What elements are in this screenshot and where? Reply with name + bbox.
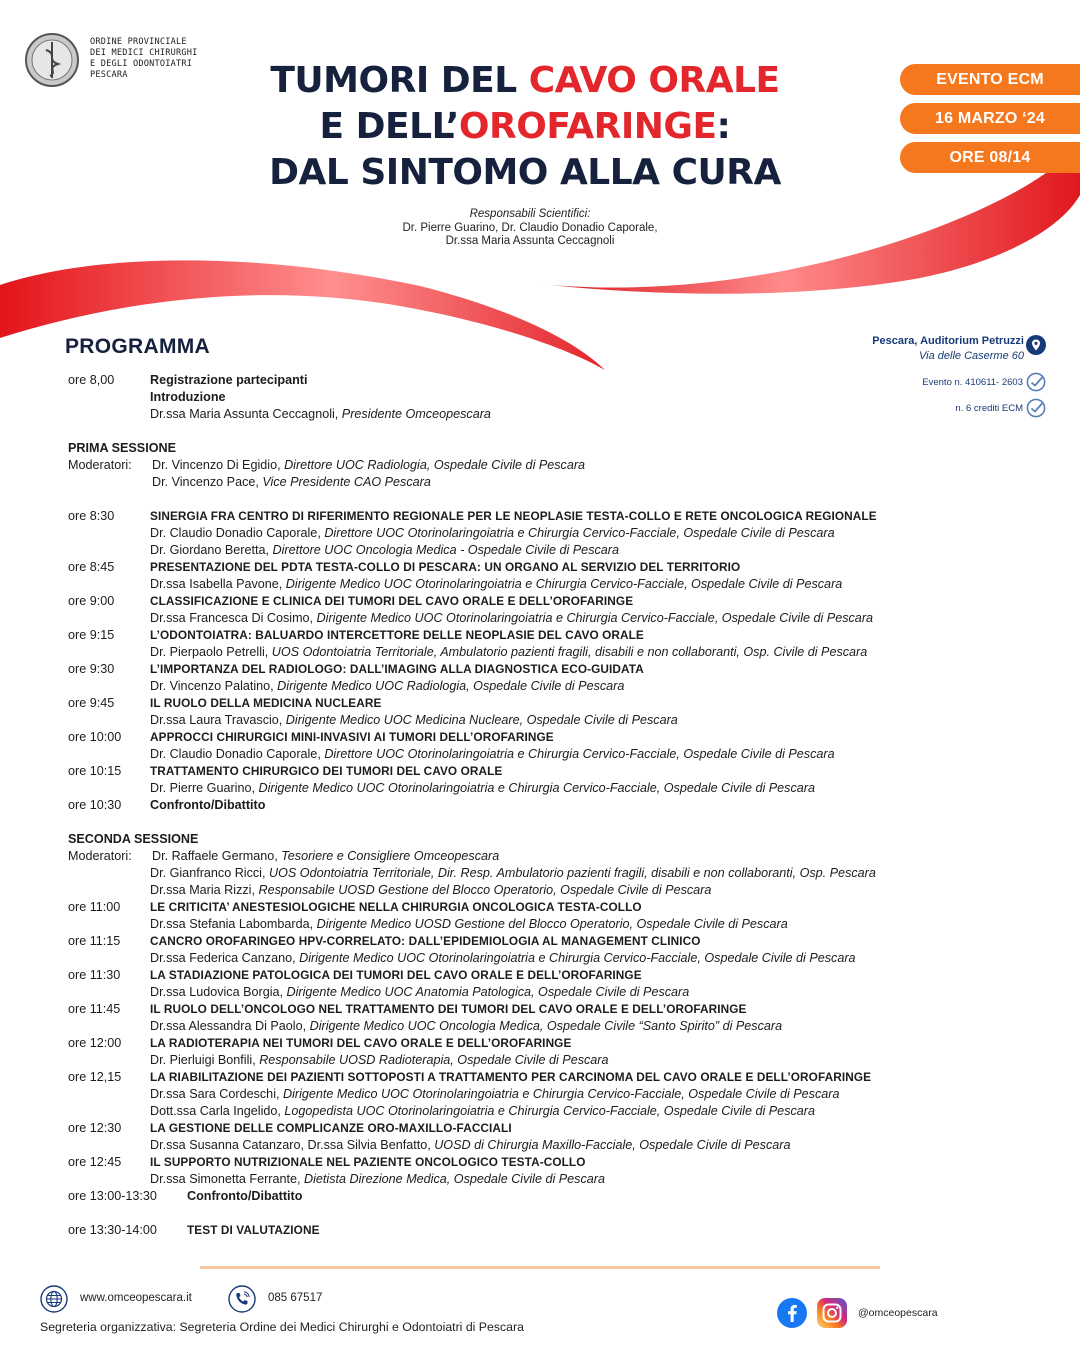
session-time: ore 9:45 bbox=[68, 696, 115, 710]
talk-title: LA STADIAZIONE PATOLOGICA DEI TUMORI DEL CAVO ORALE E DELL’OROFARINGE bbox=[150, 968, 642, 982]
session-heading: PRIMA SESSIONE bbox=[68, 441, 176, 455]
social-handle[interactable]: @omceopescara bbox=[858, 1307, 938, 1319]
session-time: ore 9:15 bbox=[68, 628, 115, 642]
speaker-line bbox=[150, 406, 491, 423]
venue-name: Pescara, Auditorium Petruzzi bbox=[872, 335, 1024, 347]
speaker-line bbox=[150, 865, 876, 882]
session-time: ore 10:00 bbox=[68, 730, 122, 744]
speaker-line bbox=[150, 678, 624, 695]
speaker-role: Direttore UOC Otorinolaringoiatria e Chirurgia Cervico-Facciale, Ospedale Civile di Pescara bbox=[320, 526, 835, 540]
speaker-name: Dr.ssa Ludovica Borgia, bbox=[150, 985, 284, 999]
check-circle-icon bbox=[1026, 398, 1046, 418]
speaker-line bbox=[150, 984, 689, 1001]
talk-title: L’ODONTOIATRA: BALUARDO INTERCETTORE DELLE NEOPLASIE DEL CAVO ORALE bbox=[150, 628, 644, 642]
session-time: ore 10:15 bbox=[68, 764, 122, 778]
speaker-line bbox=[150, 950, 856, 967]
speaker-line bbox=[150, 576, 842, 593]
speaker-role: Dirigente Medico UOC Radiologia, Ospedale Civile di Pescara bbox=[273, 679, 625, 693]
speaker-line bbox=[150, 1137, 790, 1154]
talk-title: LA GESTIONE DELLE COMPLICANZE ORO-MAXILLO-FACCIALI bbox=[150, 1121, 512, 1135]
speaker-name: Dott.ssa Carla Ingelido, bbox=[150, 1104, 281, 1118]
talk-title: APPROCCI CHIRURGICI MINI-INVASIVI AI TUMORI DELL’OROFARINGE bbox=[150, 730, 554, 744]
title-highlight: CAVO ORALE bbox=[528, 60, 780, 101]
org-line: PESCARA bbox=[90, 70, 128, 80]
speaker-name: Dr.ssa Alessandra Di Paolo, bbox=[150, 1019, 307, 1033]
session-time: ore 10:30 bbox=[68, 798, 122, 812]
speaker-name: Dr.ssa Laura Travascio, bbox=[150, 713, 283, 727]
speaker-role: Dirigente Medico UOC Medicina Nucleare, Ospedale Civile di Pescara bbox=[282, 713, 678, 727]
speaker-role: Dirigente Medico UOC Otorinolaringoiatria e Chirurgia Cervico-Facciale, Ospedale Civile di Pescara bbox=[295, 951, 856, 965]
order-name bbox=[90, 37, 197, 81]
program-item: Confronto/Dibattito bbox=[187, 1189, 303, 1203]
speaker-line bbox=[152, 457, 585, 474]
speaker-name: Dr.ssa Susanna Catanzaro, Dr.ssa Silvia Benfatto, bbox=[150, 1138, 431, 1152]
talk-title: LA RADIOTERAPIA NEI TUMORI DEL CAVO ORALE E DELL’OROFARINGE bbox=[150, 1036, 572, 1050]
venue-address: Via delle Caserme 60 bbox=[919, 350, 1024, 362]
check-circle-icon bbox=[1026, 372, 1046, 392]
speaker-role: Dirigente Medico UOSD Gestione del Blocco Operatorio, Ospedale Civile di Pescara bbox=[313, 917, 788, 931]
session-time: ore 11:45 bbox=[68, 1002, 121, 1016]
speaker-role: Logopedista UOC Otorinolaringoiatria e Chirurgia Cervico-Facciale, Ospedale Civile di Pescara bbox=[280, 1104, 815, 1118]
org-line: E DEGLI ODONTOIATRI bbox=[90, 59, 193, 69]
talk-title: IL RUOLO DELLA MEDICINA NUCLEARE bbox=[150, 696, 382, 710]
speaker-line bbox=[150, 1103, 815, 1120]
order-logo-seal bbox=[24, 32, 80, 88]
speaker-name: Dr.ssa Sara Cordeschi, bbox=[150, 1087, 280, 1101]
speaker-name: Dr.ssa Stefania Labombarda, bbox=[150, 917, 314, 931]
badge-event-ecm: EVENTO ECM bbox=[900, 64, 1080, 95]
title-part: TUMORI DEL bbox=[270, 60, 529, 101]
speaker-role: UOS Odontoiatria Territoriale, Dir. Resp. Ambulatorio pazienti fragili, disabili e non collaboranti, Osp. Pescara bbox=[265, 866, 876, 880]
speaker-name: Dr. Vincenzo Di Egidio, bbox=[152, 458, 281, 472]
speaker-role: Vice Presidente CAO Pescara bbox=[258, 475, 431, 489]
speaker-role: Dirigente Medico UOC Otorinolaringoiatria e Chirurgia Cervico-Facciale, Ospedale Civile di Pescara bbox=[279, 1087, 840, 1101]
scientific-managers bbox=[330, 208, 730, 249]
session-time: ore 8,00 bbox=[68, 373, 115, 387]
title-part: DAL SINTOMO ALLA CURA bbox=[269, 152, 781, 193]
organizing-secretariat: Segreteria organizzativa: Segreteria Ordine dei Medici Chirurghi e Odontoiatri di Pescara bbox=[40, 1320, 524, 1334]
speaker-role: UOS Odontoiatria Territoriale, Ambulatorio pazienti fragili, disabili e non collaboranti, Osp. Civile di Pescara bbox=[268, 645, 868, 659]
speaker-name: Dr. Pierpaolo Petrelli, bbox=[150, 645, 269, 659]
speaker-role: Tesoriere e Consigliere Omceopescara bbox=[277, 849, 500, 863]
session-time: ore 12:00 bbox=[68, 1036, 122, 1050]
speaker-role: Dietista Direzione Medica, Ospedale Civile di Pescara bbox=[300, 1172, 605, 1186]
badge-hours: ORE 08/14 bbox=[900, 142, 1080, 173]
session-time: ore 12:45 bbox=[68, 1155, 122, 1169]
speaker-name: Dr. Pierre Guarino, bbox=[150, 781, 255, 795]
session-time: ore 8:45 bbox=[68, 560, 115, 574]
speaker-line bbox=[150, 644, 867, 661]
speaker-name: Dr. Vincenzo Palatino, bbox=[150, 679, 274, 693]
session-time: ore 11:00 bbox=[68, 900, 121, 914]
phone-icon bbox=[228, 1285, 256, 1313]
phone-number[interactable]: 085 67517 bbox=[268, 1292, 323, 1304]
speaker-name: Dr.ssa Simonetta Ferrante, bbox=[150, 1172, 301, 1186]
talk-title: L’IMPORTANZA DEL RADIOLOGO: DALL’IMAGING ALLA DIAGNOSTICA ECO-GUIDATA bbox=[150, 662, 644, 676]
speaker-role: Direttore UOC Radiologia, Ospedale Civile di Pescara bbox=[280, 458, 586, 472]
resp-names: Dr. Pierre Guarino, Dr. Claudio Donadio Caporale, bbox=[402, 221, 658, 234]
speaker-role: Direttore UOC Oncologia Medica - Ospedale Civile di Pescara bbox=[269, 543, 619, 557]
location-pin-icon bbox=[1026, 335, 1046, 355]
speaker-role: Dirigente Medico UOC Oncologia Medica, Ospedale Civile “Santo Spirito” di Pescara bbox=[306, 1019, 783, 1033]
moderators-label: Moderatori: bbox=[68, 458, 132, 472]
speaker-role: Dirigente Medico UOC Anatomia Patologica, Ospedale Civile di Pescara bbox=[283, 985, 690, 999]
program-heading: PROGRAMMA bbox=[65, 335, 211, 358]
speaker-line bbox=[150, 542, 619, 559]
speaker-role: Dirigente Medico UOC Otorinolaringoiatria e Chirurgia Cervico-Facciale, Ospedale Civile di Pescara bbox=[313, 611, 874, 625]
session-time: ore 9:30 bbox=[68, 662, 115, 676]
program-item: Introduzione bbox=[150, 390, 226, 404]
event-title bbox=[240, 58, 810, 196]
title-part: E DELL’ bbox=[319, 106, 459, 147]
globe-icon bbox=[40, 1285, 68, 1313]
speaker-line bbox=[150, 712, 678, 729]
speaker-name: Dr. Claudio Donadio Caporale, bbox=[150, 747, 321, 761]
ecm-credits: n. 6 crediti ECM bbox=[955, 403, 1023, 414]
title-part: : bbox=[716, 106, 731, 147]
speaker-role: Responsabile UOSD Radioterapia, Ospedale Civile di Pescara bbox=[255, 1053, 609, 1067]
talk-title: LE CRITICITA’ ANESTESIOLOGICHE NELLA CHIRURGIA ONCOLOGICA TESTA-COLLO bbox=[150, 900, 642, 914]
program-item: Registrazione partecipanti bbox=[150, 373, 308, 387]
speaker-name: Dr. Gianfranco Ricci, bbox=[150, 866, 266, 880]
title-highlight: OROFARINGE bbox=[458, 106, 717, 147]
resp-names: Dr.ssa Maria Assunta Ceccagnoli bbox=[445, 235, 615, 247]
session-time: ore 8:30 bbox=[68, 509, 115, 523]
speaker-line bbox=[150, 882, 711, 899]
footer-divider bbox=[200, 1266, 880, 1269]
speaker-line bbox=[150, 1086, 839, 1103]
speaker-name: Dr. Vincenzo Pace, bbox=[152, 475, 259, 489]
org-line: DEI MEDICI CHIRURGHI bbox=[90, 48, 198, 58]
speaker-line bbox=[150, 610, 873, 627]
speaker-name: Dr. Claudio Donadio Caporale, bbox=[150, 526, 321, 540]
talk-title: SINERGIA FRA CENTRO DI RIFERIMENTO REGIONALE PER LE NEOPLASIE TESTA-COLLO E RETE ONCOLOGICA REGIONALE bbox=[150, 509, 877, 523]
session-time: ore 13:30-14:00 bbox=[68, 1223, 157, 1237]
session-time: ore 9:00 bbox=[68, 594, 115, 608]
session-time: ore 11:15 bbox=[68, 934, 121, 948]
speaker-name: Dr. Pierluigi Bonfili, bbox=[150, 1053, 256, 1067]
speaker-name: Dr.ssa Maria Assunta Ceccagnoli, bbox=[150, 407, 339, 421]
speaker-line bbox=[150, 780, 815, 797]
venue bbox=[872, 334, 1024, 364]
talk-title: IL SUPPORTO NUTRIZIONALE NEL PAZIENTE ONCOLOGICO TESTA-COLLO bbox=[150, 1155, 586, 1169]
talk-title: TEST DI VALUTAZIONE bbox=[187, 1223, 320, 1237]
speaker-name: Dr. Raffaele Germano, bbox=[152, 849, 278, 863]
talk-title: PRESENTAZIONE DEL PDTA TESTA-COLLO DI PESCARA: UN ORGANO AL SERVIZIO DEL TERRITORIO bbox=[150, 560, 741, 574]
speaker-role: Direttore UOC Otorinolaringoiatria e Chirurgia Cervico-Facciale, Ospedale Civile di Pescara bbox=[320, 747, 835, 761]
speaker-name: Dr.ssa Isabella Pavone, bbox=[150, 577, 283, 591]
speaker-line bbox=[150, 746, 835, 763]
speaker-line bbox=[150, 1171, 605, 1188]
session-heading: SECONDA SESSIONE bbox=[68, 832, 199, 846]
resp-label: Responsabili Scientifici: bbox=[469, 208, 591, 220]
program-item: Confronto/Dibattito bbox=[150, 798, 266, 812]
talk-title: CANCRO OROFARINGEO HPV-CORRELATO: DALL’EPIDEMIOLOGIA AL MANAGEMENT CLINICO bbox=[150, 934, 701, 948]
org-line: ORDINE PROVINCIALE bbox=[90, 37, 187, 47]
instagram-icon[interactable] bbox=[817, 1298, 847, 1328]
speaker-name: Dr.ssa Maria Rizzi, bbox=[150, 883, 255, 897]
talk-title: CLASSIFICAZIONE E CLINICA DEI TUMORI DEL CAVO ORALE E DELL’OROFARINGE bbox=[150, 594, 634, 608]
speaker-role: Dirigente Medico UOC Otorinolaringoiatria e Chirurgia Cervico-Facciale, Ospedale Civile di Pescara bbox=[282, 577, 843, 591]
moderators-label: Moderatori: bbox=[68, 849, 132, 863]
speaker-name: Dr.ssa Francesca Di Cosimo, bbox=[150, 611, 314, 625]
speaker-name: Dr. Giordano Beretta, bbox=[150, 543, 270, 557]
speaker-line bbox=[152, 848, 499, 865]
session-time: ore 12:30 bbox=[68, 1121, 122, 1135]
website-link[interactable]: www.omceopescara.it bbox=[80, 1292, 192, 1304]
talk-title: IL RUOLO DELL’ONCOLOGO NEL TRATTAMENTO DEI TUMORI DEL CAVO ORALE E DELL’OROFARINGE bbox=[150, 1002, 747, 1016]
badge-date: 16 MARZO ‘24 bbox=[900, 103, 1080, 134]
speaker-line bbox=[150, 1052, 609, 1069]
speaker-line bbox=[150, 1018, 782, 1035]
speaker-line bbox=[152, 474, 431, 491]
speaker-name: Dr.ssa Federica Canzano, bbox=[150, 951, 296, 965]
speaker-role: Dirigente Medico UOC Otorinolaringoiatria e Chirurgia Cervico-Facciale, Ospedale Civile di Pescara bbox=[255, 781, 815, 795]
speaker-line bbox=[150, 525, 835, 542]
speaker-role: Presidente Omceopescara bbox=[338, 407, 491, 421]
facebook-icon[interactable] bbox=[777, 1298, 807, 1328]
speaker-line bbox=[150, 916, 788, 933]
speaker-role: Responsabile UOSD Gestione del Blocco Operatorio, Ospedale Civile di Pescara bbox=[254, 883, 712, 897]
event-number: Evento n. 410611- 2603 bbox=[922, 377, 1023, 388]
session-time: ore 13:00-13:30 bbox=[68, 1189, 157, 1203]
session-time: ore 11:30 bbox=[68, 968, 121, 982]
talk-title: TRATTAMENTO CHIRURGICO DEI TUMORI DEL CAVO ORALE bbox=[150, 764, 503, 778]
session-time: ore 12,15 bbox=[68, 1070, 122, 1084]
speaker-role: UOSD di Chirurgia Maxillo-Facciale, Ospedale Civile di Pescara bbox=[430, 1138, 791, 1152]
talk-title: LA RIABILITAZIONE DEI PAZIENTI SOTTOPOSTI A TRATTAMENTO PER CARCINOMA DEL CAVO ORALE E DELL’OROFARINGE bbox=[150, 1070, 872, 1084]
